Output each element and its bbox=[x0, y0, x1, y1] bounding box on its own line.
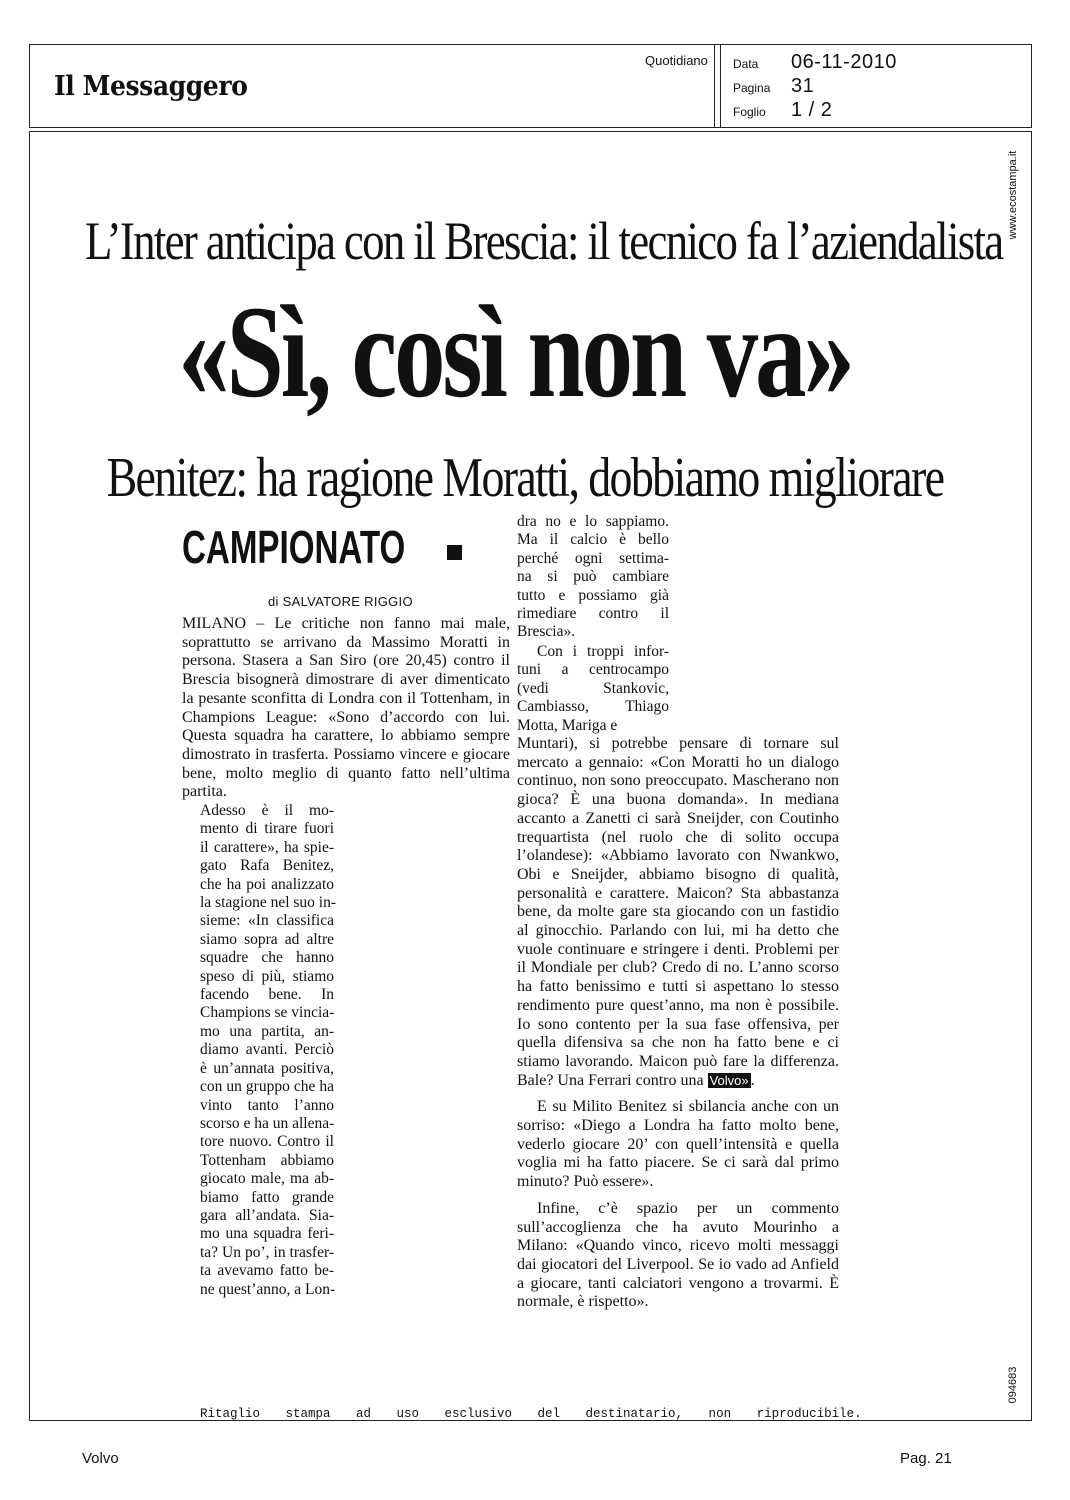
text-line: ta avevamo fatto be- bbox=[200, 1262, 334, 1280]
text-line: la stagione nel suo in- bbox=[200, 894, 337, 912]
side-url: www.ecostampa.it bbox=[1007, 150, 1019, 240]
paragraph: Muntari), si potrebbe pensare di tornare sul mercato a gennaio: «Con Moratti ho un dialogo continuo, non sono preoccupato. Mascherano non gioca? È una buona domanda». In mediana accanto a Zanetti ci sarà Sneijder, con Coutinho trequartista (nel ruolo che di solito occupa l’olandese): «Abbiamo lavorato con Nwankwo, Obi e Sneijder, abbiamo bisogno di qualità, personalità e carattere. Maicon? Sta abbastanza bene, da molte gare sta giocando con un fastidio al ginocchio. Parlando con lui, mi ha detto che vuole continuare e stringere i denti. Problemi per il Mondiale per club? Credo di no. L’anno scorso ha fatto benissimo e tutti si aspettano lo stesso rendimento pure quest’anno, ma non è possibile. Io sono contento per la sua fase offensiva, per quella difensiva sa che non ha fatto bene e ci stiamo lavorando. Maicon può fare la differenza. Bale? Una Ferrari contro una Volvo» . bbox=[517, 735, 839, 1089]
text-line: diamo avanti. Perciò bbox=[200, 1041, 334, 1059]
meta-date: Data 06-11-2010 bbox=[733, 51, 897, 73]
text-line: tutto e possiamo già bbox=[517, 586, 669, 604]
masthead-box bbox=[29, 44, 1032, 128]
text-line: vinto tanto l’anno bbox=[200, 1096, 334, 1114]
text-line: Motta, Mariga e bbox=[517, 716, 618, 734]
text-line: ne quest’anno, a Lon- bbox=[200, 1280, 336, 1298]
text-line: Tottenham abbiamo bbox=[200, 1151, 334, 1169]
article-column-1-wide bbox=[182, 615, 510, 802]
text-line: il carattere», ha spie- bbox=[200, 838, 334, 856]
text-line: sieme: «In classifica bbox=[200, 912, 334, 930]
side-code: 094683 bbox=[1007, 1366, 1019, 1404]
text-line: rimediare contro il bbox=[517, 605, 669, 623]
kicker-headline: L’Inter anticipa con il Brescia: il tecnico fa l’aziendalista bbox=[85, 211, 1003, 271]
sub-headline: Benitez: ha ragione Moratti, dobbiamo migliorare bbox=[106, 447, 944, 509]
text-line: ta? Un po’, in trasfer- bbox=[200, 1243, 334, 1261]
text-line: squadre che hanno bbox=[200, 949, 334, 967]
text-line: con un gruppo che ha bbox=[200, 1078, 334, 1096]
paragraph: Infine, c’è spazio per un commento sull’accoglienza che ha avuto Mourinho a Milano: «Quando vinco, ricevo molti messaggi dai giocatori del Liverpool. Se io vado ad Anfield a giocare, tanti calciatori vengono a trovarmi. È normale, è rispetto». bbox=[517, 1199, 839, 1311]
text-line: che ha poi analizzato bbox=[200, 875, 334, 893]
header-divider bbox=[720, 45, 721, 128]
article-column-2-narrow-top bbox=[517, 513, 669, 642]
text-line: perché ogni settima- bbox=[517, 549, 669, 567]
newspaper-logo: Il Messaggero bbox=[54, 71, 248, 102]
text-line: giocato male, ma ab- bbox=[200, 1170, 334, 1188]
text-line: Ma il calcio è bello bbox=[517, 531, 669, 549]
text-line: tuni a centrocampo bbox=[517, 661, 669, 679]
text-line: Champions se vincia- bbox=[200, 1004, 335, 1022]
meta-sheet: Foglio 1 / 2 bbox=[733, 99, 833, 121]
main-headline: «Sì, così non va» bbox=[178, 278, 852, 425]
article-column-2-wide bbox=[517, 735, 839, 1312]
text-line: mento di tirare fuori bbox=[200, 820, 334, 838]
text-line: (vedi Stankovic, bbox=[517, 679, 669, 697]
disclaimer: Ritaglio stampa ad uso esclusivo del destinatario, non riproducibile. bbox=[200, 1407, 862, 1421]
text-line: Cambiasso, Thiago bbox=[517, 698, 669, 716]
publication-type: Quotidiano bbox=[645, 53, 708, 68]
text-line: gara all’andata. Sia- bbox=[200, 1206, 334, 1224]
article-column-2-narrow-bottom bbox=[517, 643, 669, 735]
text-line: dra no e lo sappiamo. bbox=[517, 513, 669, 530]
article-column-1-narrow bbox=[200, 802, 337, 1299]
text-line: Adesso è il mo- bbox=[200, 802, 334, 819]
footer-keyword: Volvo bbox=[82, 1450, 119, 1467]
text-line: Con i troppi infor- bbox=[537, 643, 669, 660]
header-divider bbox=[714, 45, 715, 128]
text-line: gato Rafa Benitez, bbox=[200, 857, 334, 875]
paragraph: E su Milito Benitez si sbilancia anche con un sorriso: «Diego a Londra ha fatto molto bene, vederlo giocare 20’ con quell’intensità e quella voglia mi ha fatto piacere. Se ci sarà dal primo minuto? Può essere». bbox=[517, 1098, 839, 1191]
byline: di SALVATORE RIGGIO bbox=[268, 594, 413, 609]
text-line: tore nuovo. Contro il bbox=[200, 1133, 334, 1151]
meta-page: Pagina 31 bbox=[733, 75, 815, 97]
footer-page-number: Pag. 21 bbox=[900, 1450, 952, 1467]
text-line: biamo fatto grande bbox=[200, 1188, 334, 1206]
section-label: CAMPIONATO bbox=[182, 521, 406, 573]
text-line: è un’annata positiva, bbox=[200, 1059, 334, 1077]
paragraph: MILANO – Le critiche non fanno mai male, soprattutto se arrivano da Massimo Moratti in persona. Stasera a San Siro (ore 20,45) contro il Brescia bisognerà dimostrare di aver dimenticato la pesante sconfitta di Londra con il Tottenham, in Champions League: «Sono d’accordo con lui. Questa squadra ha carattere, lo abbiamo sempre dimostrato in trasferta. Possiamo vincere e giocare bene, molto meglio di quanto fatto nell’ultima partita. bbox=[182, 615, 510, 801]
text-line: Brescia». bbox=[517, 623, 576, 641]
text-line: na si può cambiare bbox=[517, 568, 669, 586]
highlighted-keyword: Volvo» bbox=[709, 1072, 749, 1088]
text-line: speso di più, stiamo bbox=[200, 967, 334, 985]
text-line: siamo sopra ad altre bbox=[200, 930, 334, 948]
text-line: facendo bene. In bbox=[200, 986, 334, 1004]
text-line: scorso e ha un allena- bbox=[200, 1114, 335, 1132]
text-line: mo una partita, an- bbox=[200, 1022, 334, 1040]
text-line: mo una squadra feri- bbox=[200, 1225, 334, 1243]
section-square-icon bbox=[447, 545, 462, 560]
